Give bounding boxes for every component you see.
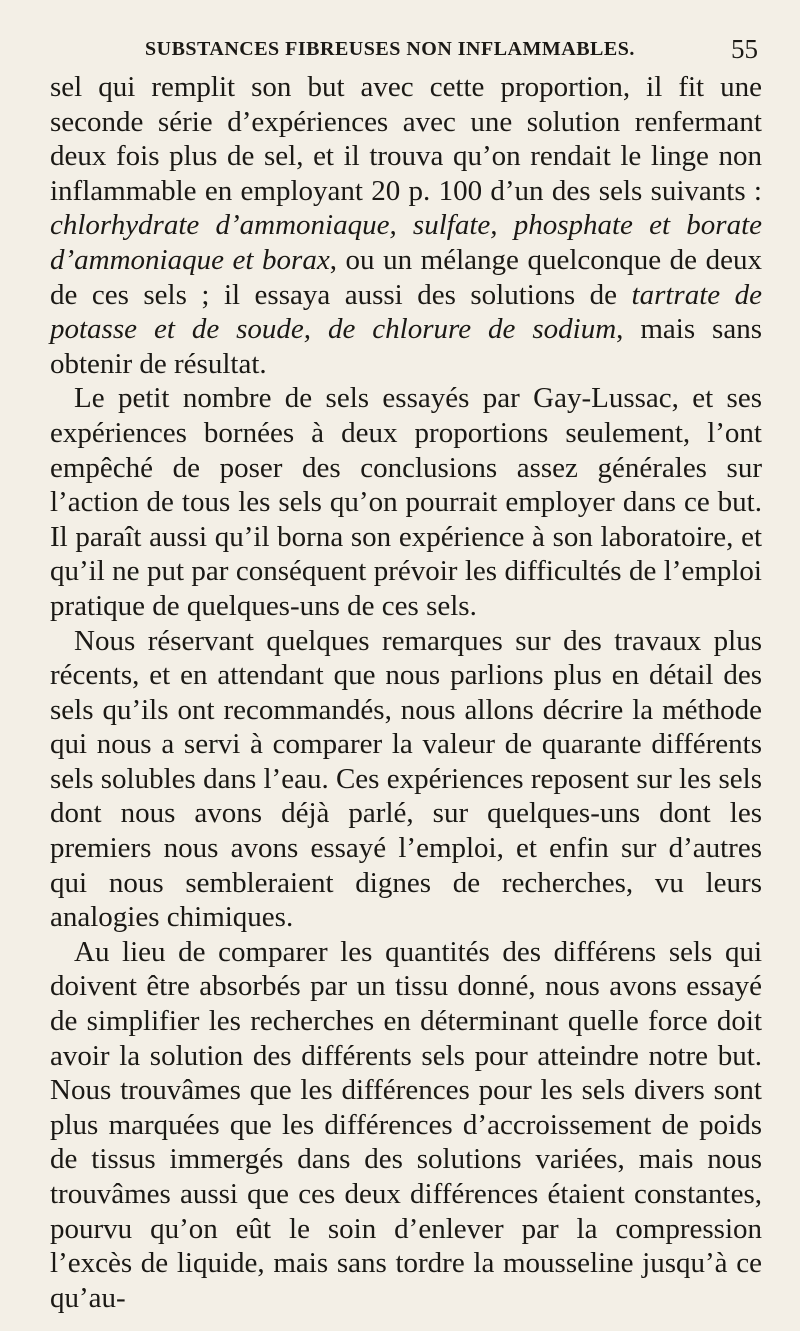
text-run: , mais sans obtenir de résultat. (50, 313, 762, 380)
paragraph-4 (50, 935, 762, 1316)
text-run: Le petit nombre de sels essayés par Gay-Lussac, et ses expériences bornées à deux proportions seulement, l’ont empêché de poser des conclusions assez générales sur l’action de tous les sels qu’on pourrait employer dans ce but. Il paraît aussi qu’il borna son expérience à son laboratoire, et qu’il ne put par conséquent prévoir les difficultés de l’emploi pratique de quelques-uns de ces sels. (50, 382, 762, 622)
running-title: SUBSTANCES FIBREUSES NON INFLAMMABLES. (145, 38, 635, 60)
italic-run: tartrate de potasse et de soude, de chlorure de sodium (50, 278, 762, 346)
text-run: sel qui remplit son but avec cette proportion, il fit une seconde série d’expériences avec une solution renfermant deux fois plus de sel, et il trouva qu’on rendait le linge non inflammable en employant 20 p. 100 d’un des sels suivants : (50, 71, 762, 207)
paragraph-1 (50, 70, 762, 381)
text-run: , ou un mélange quelconque de deux de ces sels ; il essaya aussi des solutions de (50, 243, 762, 311)
text-run: Nous réservant quelques remarques sur des travaux plus récents, et en attendant que nous parlions plus en détail des sels qu’ils ont recommandés, nous allons décrire la méthode qui nous a servi à comparer la valeur de quarante différents sels solubles dans l’eau. Ces expériences reposent sur les sels dont nous avons déjà parlé, sur quelques-uns dont les premiers nous avons essayé l’emploi, et enfin sur d’autres qui nous sembleraient dignes de recherches, vu leurs analogies chimiques. (50, 624, 762, 934)
page-number: 55 (731, 34, 758, 64)
paragraph-3 (50, 624, 762, 935)
text-run: Au lieu de comparer les quantités des différens sels qui doivent être absorbés par un tissu donné, nous avons essayé de simplifier les recherches en déterminant quelle force doit avoir la solution des différents sels pour atteindre notre but. Nous trouvâmes que les différences pour les sels divers sont plus marquées que les différences d’accroissement de poids de tissus immergés dans des solutions variées, mais nous trouvâmes aussi que ces deux différences étaient constantes, pourvu qu’on eût le soin d’enlever par la compression l’excès de liquide, mais sans tordre la mousseline jusqu’à ce qu’au- (50, 935, 762, 1314)
page-header (50, 30, 762, 70)
body-text (50, 70, 762, 1315)
paragraph-2 (50, 381, 762, 623)
italic-run: chlorhydrate d’ammoniaque, sulfate, phosphate et borate d’ammoniaque et borax (50, 209, 762, 276)
